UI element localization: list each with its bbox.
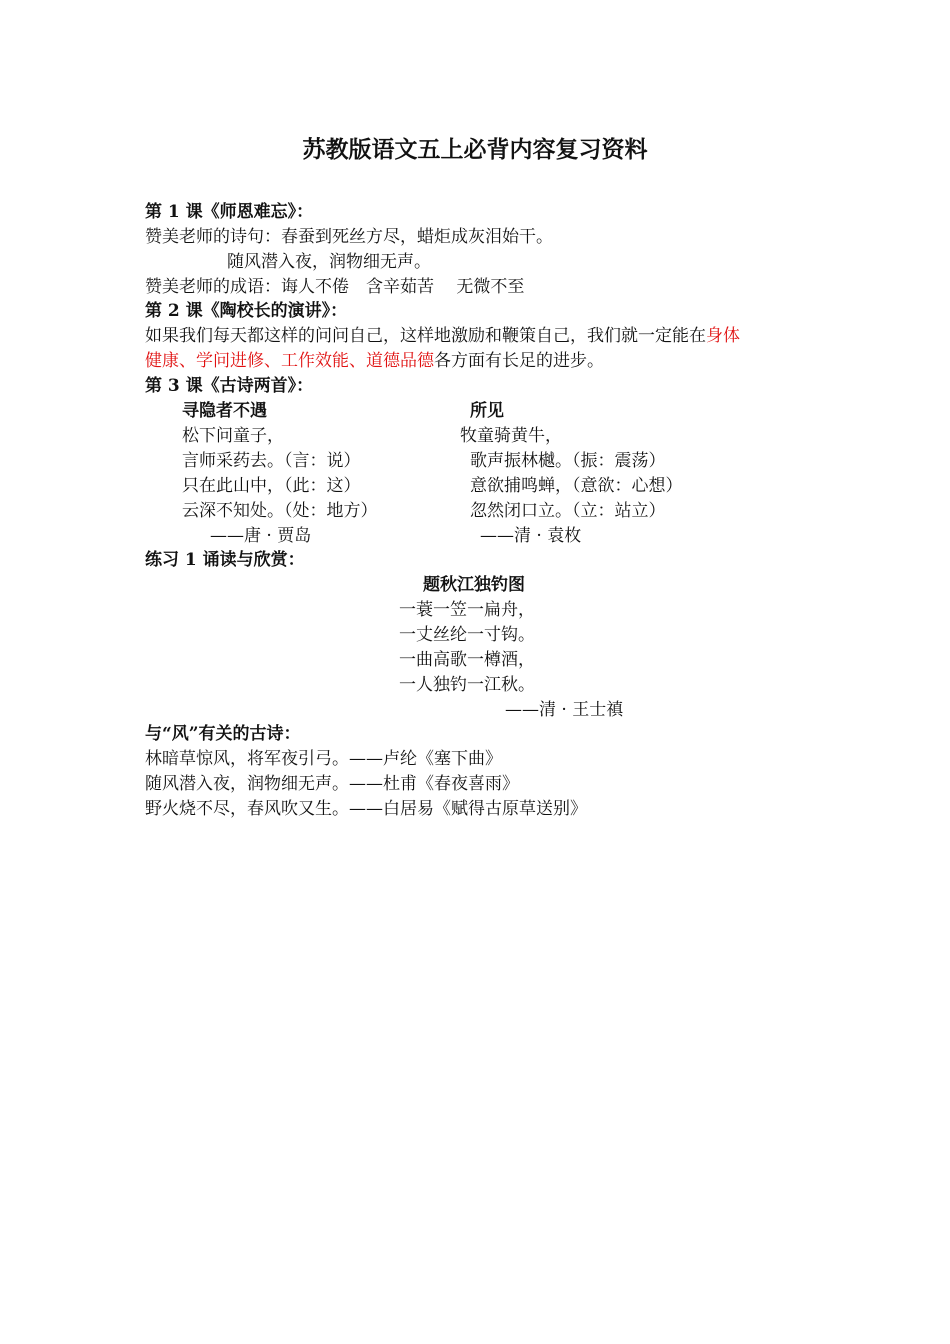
lesson1-idioms: 赞美老师的成语：诲人不倦 含辛茹苦 无微不至 [145, 277, 525, 297]
poem-author: ——唐 · 贾岛 [210, 526, 312, 546]
lesson2-text-a: 如果我们每天都这样的问问自己，这样地激励和鞭策自己，我们就一定能在 [145, 326, 706, 346]
lesson1-heading: 第 1 课《师恩难忘》： [145, 202, 314, 222]
poem-title: 所见 [470, 401, 504, 421]
exercise1-heading: 练习 1 诵读与欣赏： [145, 550, 305, 570]
poem-line: 一曲高歌一樽酒， [399, 650, 535, 670]
poem-line: 云深不知处。（处：地方） [182, 501, 378, 521]
wind-poem-line: 林暗草惊风，将军夜引弓。——卢纶《塞下曲》 [145, 749, 502, 769]
poem-xunyinzhe [182, 399, 378, 549]
poem-title: 寻隐者不遇 [182, 401, 267, 421]
poem-line: 松下问童子， [182, 426, 284, 446]
poem-author: ——清 · 王士禛 [505, 700, 624, 720]
lesson2-text-red1: 身体 [706, 326, 740, 346]
poem-title: 题秋江独钓图 [423, 575, 525, 595]
wind-poems-heading: 与“风”有关的古诗： [145, 724, 301, 744]
lesson1-poem-line1: 赞美老师的诗句：春蚕到死丝方尽，蜡炬成灰泪始干。 [145, 227, 553, 247]
poem-suojian [460, 399, 683, 549]
lesson2-text-red2: 健康、学问进修、工作效能、道德品德 [145, 351, 434, 371]
lesson3-heading: 第 3 课《古诗两首》： [145, 376, 314, 396]
wind-poem-line: 随风潜入夜，润物细无声。——杜甫《春夜喜雨》 [145, 774, 519, 794]
poem-line: 意欲捕鸣蝉，（意欲：心想） [470, 476, 683, 496]
poem-line: 只在此山中，（此：这） [182, 476, 361, 496]
poem-line: 言师采药去。（言：说） [182, 451, 361, 471]
poem-line: 忽然闭口立。（立：站立） [470, 501, 666, 521]
poem-line: 牧童骑黄牛， [460, 426, 562, 446]
poem-line: 一蓑一笠一扁舟， [399, 600, 535, 620]
document-title: 苏教版语文五上必背内容复习资料 [302, 136, 648, 163]
poem-line: 歌声振林樾。（振：震荡） [470, 451, 666, 471]
lesson2-text-line2 [145, 349, 604, 374]
lesson2-text-line1 [145, 324, 740, 349]
wind-poem-line: 野火烧不尽，春风吹又生。——白居易《赋得古原草送别》 [145, 799, 587, 819]
poem-tiqiujiang [399, 573, 623, 723]
poem-line: 一丈丝纶一寸钩。 [399, 625, 535, 645]
lesson2-text-b: 各方面有长足的进步。 [434, 351, 604, 371]
poem-author: ——清 · 袁枚 [480, 526, 582, 546]
lesson1-poem-line2: 随风潜入夜，润物细无声。 [227, 252, 431, 272]
lesson2-heading: 第 2 课《陶校长的演讲》： [145, 301, 348, 321]
poem-line: 一人独钓一江秋。 [399, 675, 535, 695]
